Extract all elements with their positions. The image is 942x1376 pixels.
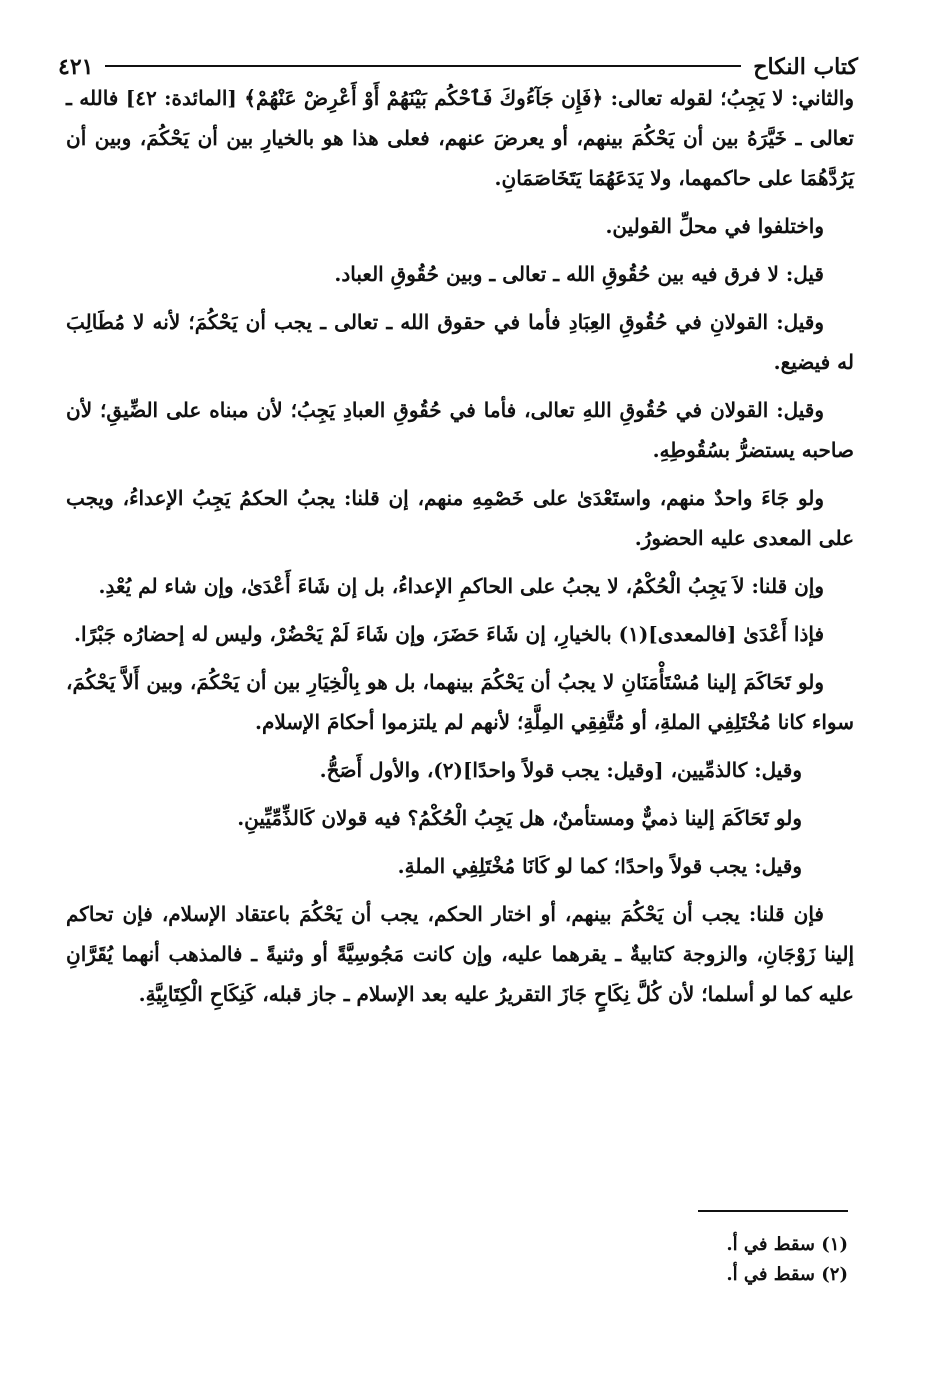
footnotes [448, 1230, 848, 1290]
header-rule [105, 65, 741, 67]
paragraph: والثاني: لا يَجِبُ؛ لقوله تعالى: ﴿فَإِن جَآءُوكَ فَٱحْكُم بَيْنَهُمْ أَوْ أَعْرِضْ عَنْهُمْ﴾ [المائدة: ٤٢] فالله ـ تعالى ـ خَيَّرَهُ بين أن يَحْكُمَ بينهم، أو يعرضَ عنهم، فعلى هذا هو بالخيارِ بين أن يَحْكُمَ، وبين أن يَرُدَّهُمَا على حاكمهما، ولا يَدَعَهُمَا يَتَخَاصَمَانِ. [66, 86, 855, 190]
paragraph: ولو جَاءَ واحدٌ منهم، واستَعْدَىٰ على خَصْمِهِ منهم، إن قلنا: يجبُ الحكمُ يَجِبُ الإعداءُ، ويجب على المعدى عليه الحضورُ. [66, 486, 854, 550]
paragraph: ولو تَحَاكَمَ إلينا مُسْتَأْمَنَانِ لا يجبُ أن يَحْكُمَ بينهما، بل هو بِالْخِيَارِ بين أن يَحْكُمَ، وبين أَلاَّ يَحْكُمَ، سواء كانا مُخْتَلِفِي الملةِ، أو مُتَّفِقِي المِلَّةِ؛ لأنهم لم يلتزموا أحكامَ الإسلام. [66, 670, 854, 734]
paragraph: وقيل: القولان في حُقُوقِ اللهِ تعالى، فأما في حُقُوقِ العبادِ يَجِبُ؛ لأن مبناه على الضِّيقِ؛ لأن صاحبه يستضرُّ بسُقُوطِهِ. [66, 398, 854, 462]
page-number: ٤٢١ [58, 54, 94, 80]
paragraph: واختلفوا في محلِّ القولين. [605, 214, 824, 238]
footnote: (٢) سقط في أ. [726, 1264, 848, 1285]
paragraph: وإن قلنا: لاَ يَجِبُ الْحُكْمُ، لا يجبُ على الحاكمِ الإعداءُ، بل إن شَاءَ أَعْدَىٰ، وإن شاء لم يُعْدِ. [98, 574, 824, 598]
paragraph: وقيل: كالذمِّيين، [وقيل: يجب قولاً واحدًا](٢)، والأول أَصَحُّ. [319, 758, 802, 782]
footnote: (١) سقط في أ. [726, 1234, 848, 1255]
footnote-separator [698, 1210, 848, 1212]
running-title: كتاب النكاح [753, 54, 858, 80]
paragraph: قيل: لا فرق فيه بين حُقُوقِ الله ـ تعالى ـ وبين حُقُوقِ العباد. [334, 262, 824, 286]
paragraph: فإذا أَعْدَىٰ [فالمعدى](١) بالخيارِ، إن شَاءَ حَضَرَ، وإن شَاءَ لَمْ يَحْضُرْ، وليس له إحضارُه جَبْرًا. [74, 622, 824, 646]
page-header [58, 28, 858, 78]
paragraph: ولو تَحَاكَمَ إلينا ذميٌّ ومستأمنٌ، هل يَجِبُ الْحُكْمُ؟ فيه قولان كَالذِّمِّيِّينِ. [237, 806, 802, 830]
paragraph: فإن قلنا: يجب أن يَحْكُمَ بينهم، أو اختار الحكم، يجب أن يَحْكُمَ باعتقاد الإسلام، فإن تحاكم إلينا زَوْجَانِ، والزوجة كتابيةٌ ـ يقرهما عليه، وإن كانت مَجُوسِيَّةً أو وثنيةً ـ فالمذهب أنهما يُقَرَّانِ عليه كما لو أسلما؛ لأن كُلَّ نِكَاحٍ جَازَ التقريرُ عليه بعد الإسلام ـ جاز قبله، كَنِكَاحِ الْكِتَابِيَّةِ. [66, 902, 854, 1006]
paragraph: وقيل: يجب قولاً واحدًا؛ كما لو كَانَا مُخْتَلِفِي الملةِ. [397, 854, 802, 878]
main-text [66, 78, 854, 1022]
paragraph: وقيل: القولانِ في حُقُوقِ العِبَادِ فأما في حقوق الله ـ تعالى ـ يجب أن يَحْكُمَ؛ لأنه لا مُطَالِبَ له فيضيع. [66, 310, 854, 374]
